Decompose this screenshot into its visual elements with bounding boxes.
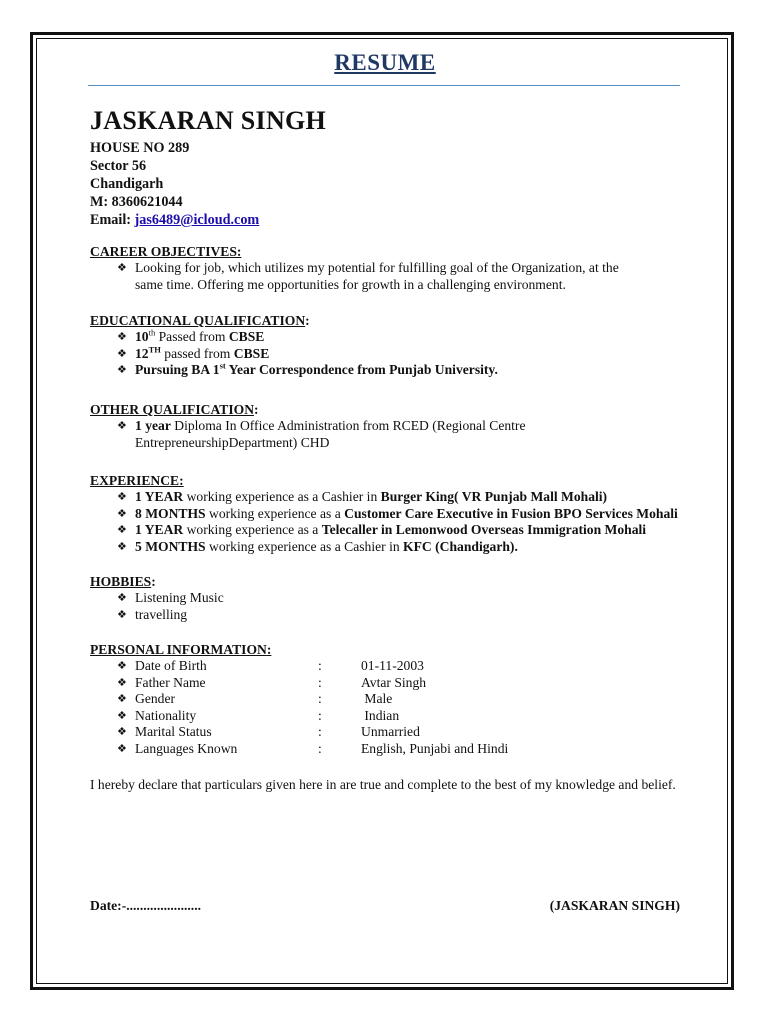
- title-block: [90, 50, 680, 78]
- father-label: Father Name: [135, 674, 206, 690]
- hobby-2: travelling: [135, 606, 188, 622]
- exp-3-duration: 1 YEAR: [135, 522, 184, 537]
- edu-1-board: CBSE: [228, 329, 265, 344]
- edu-1-grade: 10: [135, 329, 149, 344]
- marital-label: Marital Status: [135, 724, 212, 739]
- personal-heading-colon: :: [266, 642, 272, 657]
- list-item: [90, 418, 526, 451]
- father-value: Avtar Singh: [361, 674, 427, 690]
- languages-label: Languages Known: [135, 740, 238, 756]
- exp-4-employer: KFC (Chandigarh).: [403, 538, 518, 554]
- personal-row-nationality: [90, 708, 680, 725]
- personal-row-gender: [90, 691, 680, 708]
- diamond-bullet-icon: ❖: [117, 524, 127, 536]
- exp-2-duration: 8 MONTHS: [135, 505, 206, 521]
- exp-3-employer: Telecaller in Lemonwood Overseas Immigration Mohali: [321, 522, 647, 537]
- other-text-1: Diploma In Office Administration from RCED (Regional Centre: [170, 418, 526, 433]
- diamond-bullet-icon: ❖: [117, 491, 127, 503]
- other-heading: [90, 401, 526, 418]
- edu-3-b: Year Correspondence from Punjab University.: [225, 362, 498, 377]
- diamond-bullet-icon: ❖: [117, 608, 127, 621]
- list-item: [90, 362, 498, 379]
- gender-colon: :: [318, 691, 322, 706]
- email-label: Email:: [90, 212, 135, 228]
- career-line-1: Looking for job, which utilizes my potential for fulfilling goal of the Organization, at the: [135, 260, 619, 275]
- personal-row-father: [90, 675, 680, 692]
- edu-3-sup: st: [219, 360, 226, 371]
- dob-colon: :: [318, 658, 322, 673]
- languages-colon: :: [318, 740, 322, 756]
- diamond-bullet-icon: ❖: [117, 660, 127, 672]
- exp-4-text: working experience as a Cashier in: [205, 538, 404, 554]
- other-duration: 1 year: [135, 418, 171, 433]
- declaration-text: I hereby declare that particulars given here in are true and complete to the best of my knowledge and belief.: [90, 777, 676, 792]
- marital-colon: :: [318, 724, 322, 739]
- education-heading-colon: :: [305, 313, 310, 328]
- email-line: [90, 211, 259, 229]
- diamond-bullet-icon: ❖: [117, 262, 127, 274]
- list-item: [90, 522, 678, 539]
- address-house: HOUSE NO 289: [90, 140, 190, 156]
- edu-3-a: Pursuing BA 1: [135, 362, 220, 377]
- diamond-bullet-icon: ❖: [117, 693, 127, 705]
- list-item: [90, 607, 224, 624]
- diamond-bullet-icon: ❖: [117, 507, 127, 520]
- dob-value: 01-11-2003: [361, 658, 424, 673]
- list-item: [90, 590, 224, 607]
- other-heading-text: OTHER QUALIFICATION: [90, 402, 255, 417]
- edu-2-sup: TH: [148, 343, 161, 354]
- exp-3-text: working experience as a: [183, 522, 322, 537]
- personal-row-marital: [90, 724, 680, 741]
- address-sector: Sector 56: [90, 158, 147, 174]
- career-heading: CAREER OBJECTIVES:: [90, 244, 242, 259]
- nationality-colon: :: [318, 707, 322, 723]
- email-link[interactable]: jas6489@icloud.com: [134, 212, 260, 228]
- contact-block: [90, 139, 259, 229]
- edu-2-text: passed from: [160, 345, 234, 361]
- exp-2-employer: Customer Care Executive in Fusion BPO Services Mohali: [344, 505, 678, 521]
- experience-heading: EXPERIENCE:: [90, 473, 184, 488]
- title-rule: [88, 85, 680, 86]
- edu-2-board: CBSE: [233, 345, 270, 361]
- education-heading-text: EDUCATIONAL QUALIFICATION: [90, 313, 306, 328]
- diamond-bullet-icon: ❖: [117, 676, 127, 689]
- diamond-bullet-icon: ❖: [117, 709, 127, 722]
- list-item: [90, 539, 678, 556]
- marital-value: Unmarried: [361, 724, 420, 739]
- diamond-bullet-icon: ❖: [117, 540, 127, 553]
- father-colon: :: [318, 674, 322, 690]
- diamond-bullet-icon: ❖: [117, 592, 127, 604]
- diamond-bullet-icon: ❖: [117, 347, 127, 360]
- edu-1-sup: th: [148, 327, 156, 338]
- personal-row-dob: [90, 658, 680, 675]
- other-text-2: EntrepreneurshipDepartment) CHD: [135, 434, 330, 450]
- hobbies-heading: [90, 573, 224, 590]
- applicant-name: JASKARAN SINGH: [90, 106, 327, 135]
- edu-1-text: Passed from: [155, 329, 229, 344]
- list-item: [90, 506, 678, 523]
- hobbies-heading-colon: :: [151, 574, 156, 589]
- diamond-bullet-icon: ❖: [117, 364, 127, 376]
- experience-section: [90, 472, 678, 555]
- diamond-bullet-icon: ❖: [117, 331, 127, 343]
- exp-4-duration: 5 MONTHS: [135, 538, 206, 554]
- career-line-2: same time. Offering me opportunities for growth in a challenging environment.: [135, 276, 566, 292]
- personal-row-languages: [90, 741, 680, 758]
- gender-label: Gender: [135, 691, 176, 706]
- career-section: [90, 243, 619, 293]
- exp-1-duration: 1 YEAR: [135, 489, 184, 504]
- list-item: [90, 343, 498, 363]
- diamond-bullet-icon: ❖: [117, 420, 127, 432]
- mobile-number: M: 8360621044: [90, 194, 183, 210]
- languages-value: English, Punjabi and Hindi: [361, 740, 509, 756]
- other-heading-colon: :: [254, 402, 259, 417]
- hobby-1: Listening Music: [135, 590, 224, 605]
- signature-name: (JASKARAN SINGH): [549, 898, 680, 913]
- education-heading: [90, 312, 498, 329]
- nationality-label: Nationality: [135, 707, 197, 723]
- diamond-bullet-icon: ❖: [117, 726, 127, 738]
- hobbies-heading-text: HOBBIES: [90, 574, 152, 589]
- nationality-value: Indian: [361, 707, 400, 723]
- resume-page: [90, 50, 680, 913]
- date-line: Date:-......................: [90, 898, 201, 913]
- resume-title: RESUME: [334, 50, 436, 75]
- exp-1-employer: Burger King( VR Punjab Mall Mohali): [380, 489, 608, 504]
- personal-heading-text: PERSONAL INFORMATION: [90, 642, 267, 657]
- diamond-bullet-icon: ❖: [117, 742, 127, 755]
- other-qualification-section: [90, 401, 526, 451]
- hobbies-section: [90, 573, 224, 623]
- edu-2-grade: 12: [135, 345, 149, 361]
- exp-1-text: working experience as a Cashier in: [183, 489, 381, 504]
- address-city: Chandigarh: [90, 176, 164, 192]
- dob-label: Date of Birth: [135, 658, 207, 673]
- list-item: [90, 260, 619, 293]
- exp-2-text: working experience as a: [205, 505, 345, 521]
- list-item: [90, 489, 678, 506]
- gender-value: Male: [361, 691, 393, 706]
- personal-heading: [90, 641, 680, 658]
- personal-info-section: [90, 641, 680, 757]
- education-section: [90, 312, 498, 379]
